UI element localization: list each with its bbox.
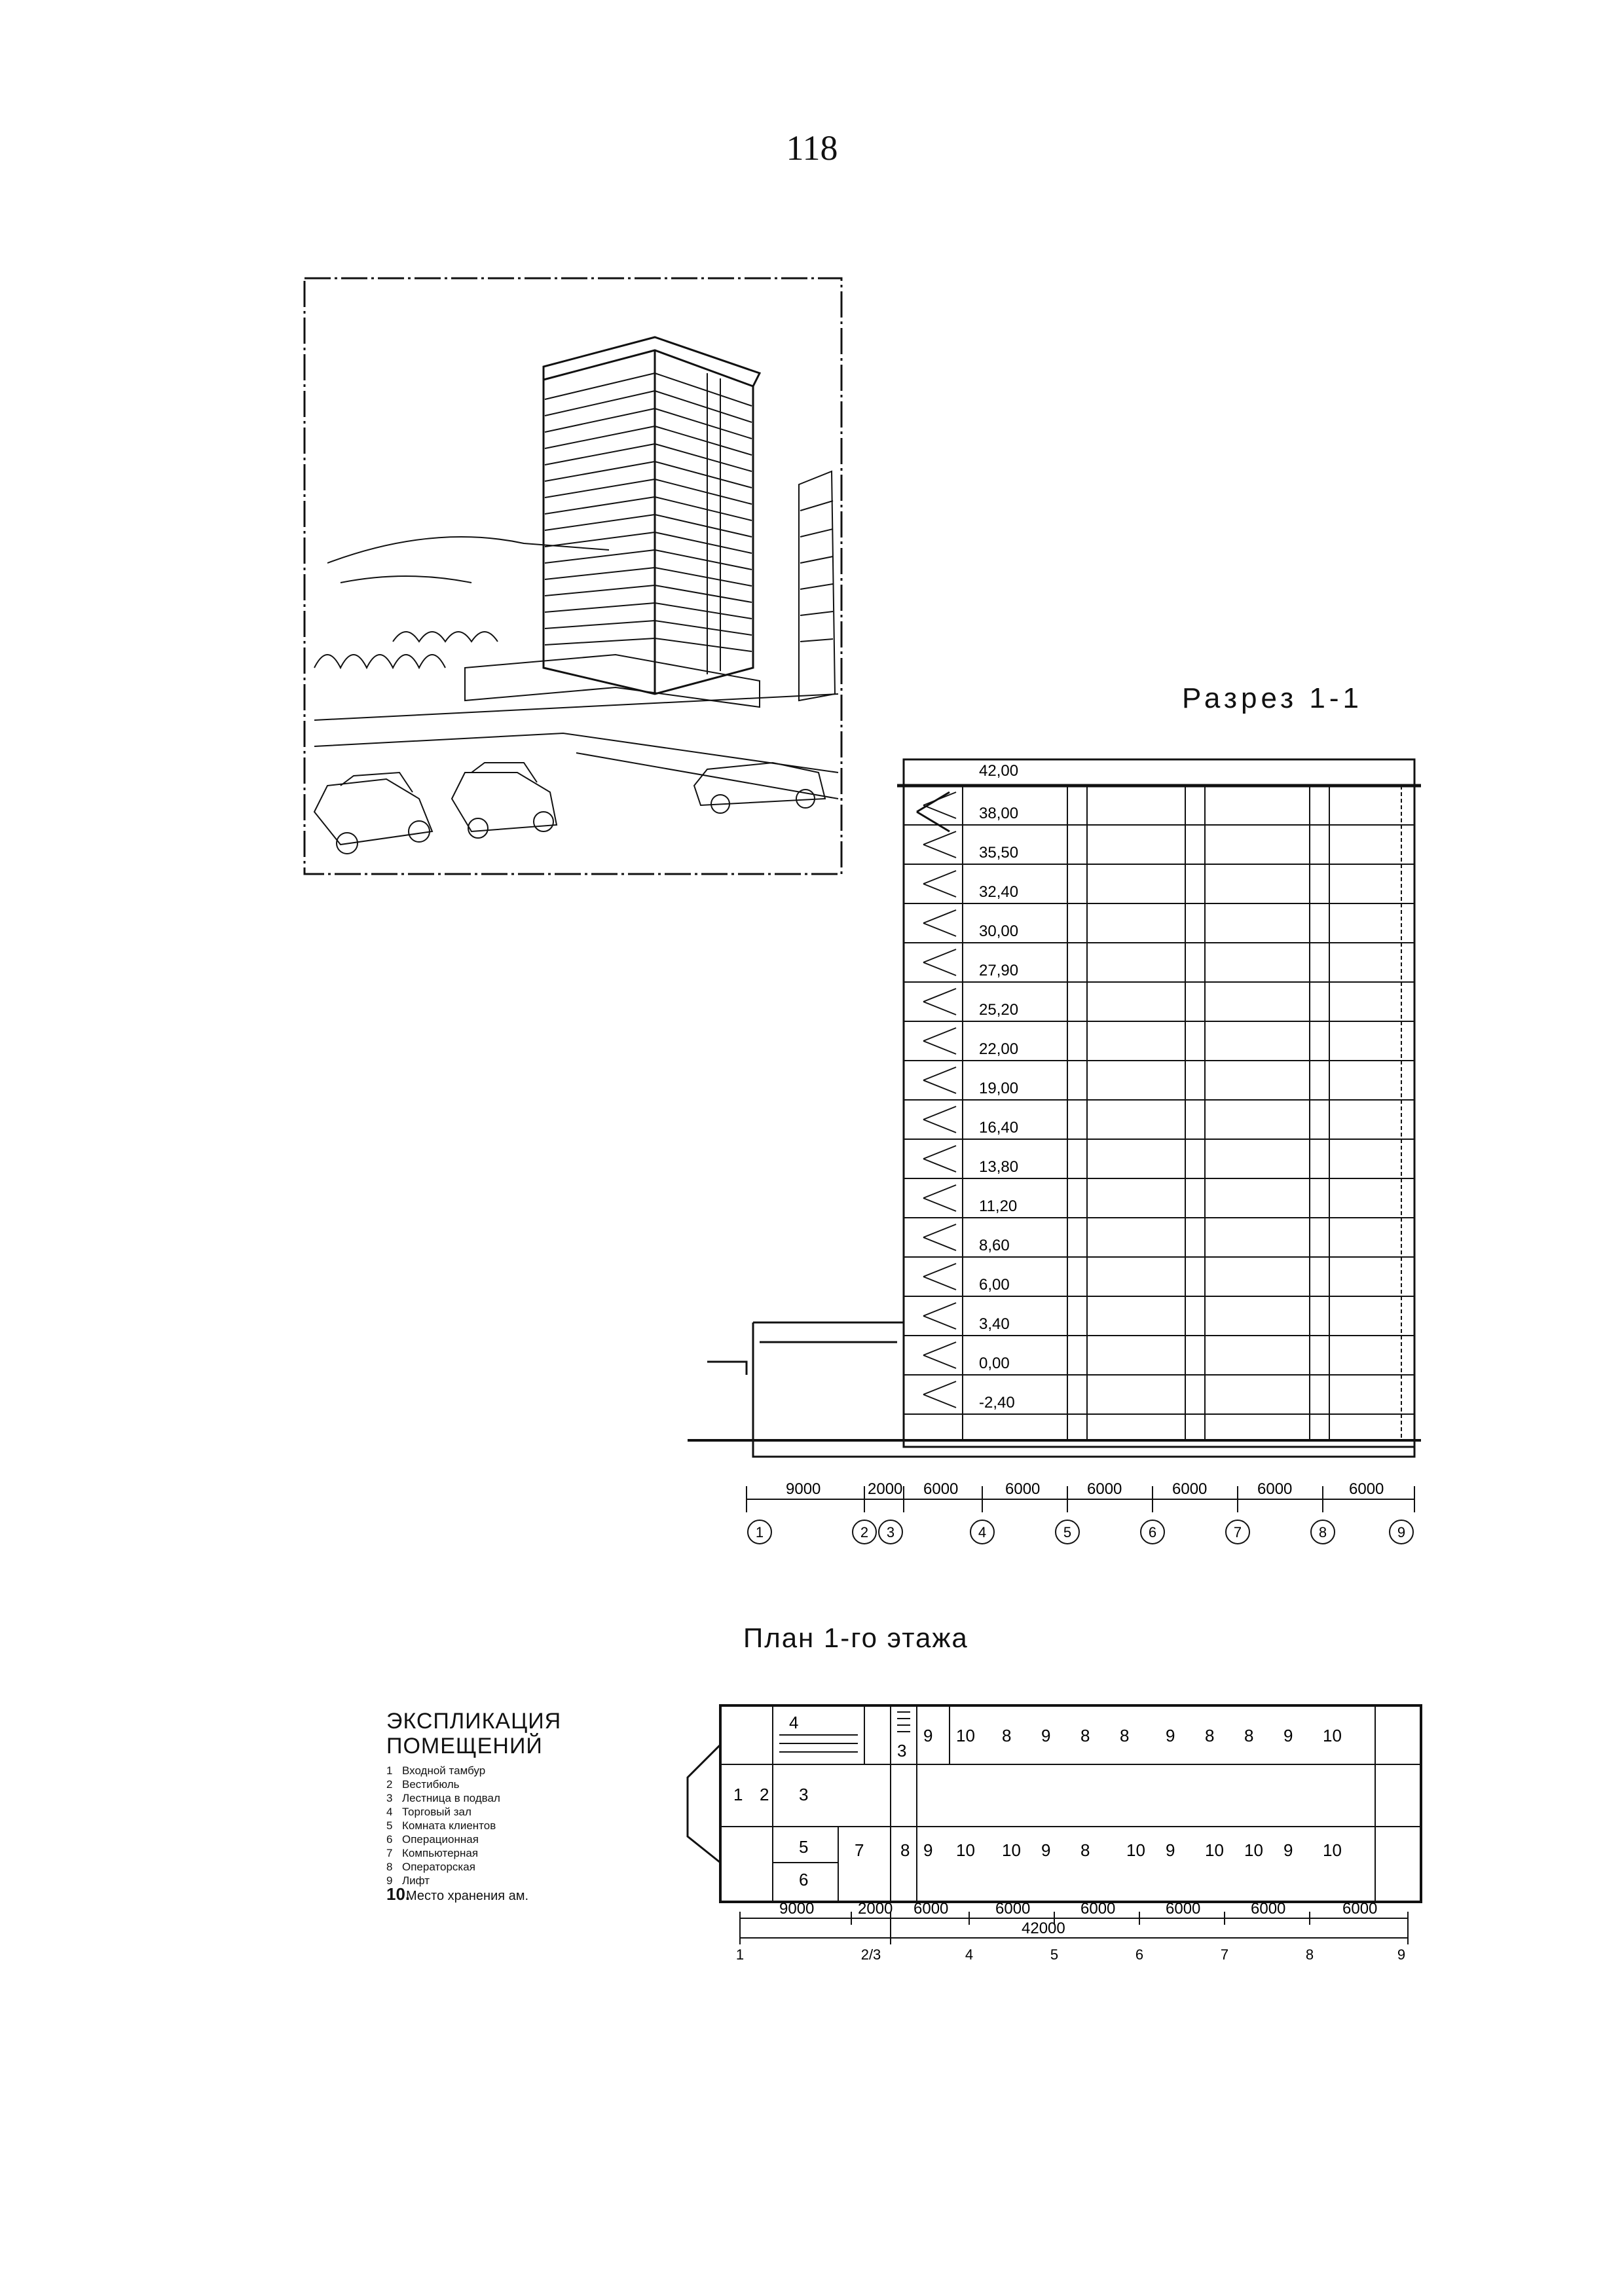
axis-label: 2/3 (860, 1946, 881, 1961)
legend-item: 10.Место хранения ам. (386, 1884, 529, 1904)
svg-text:9: 9 (1041, 1726, 1051, 1745)
legend-item: 6 Операционная (386, 1833, 479, 1846)
elevation-label: 22,00 (979, 1040, 1019, 1058)
legend-header-line2: ПОМЕЩЕНИЙ (386, 1734, 543, 1758)
legend-item: 2 Вестибюль (386, 1778, 460, 1791)
svg-text:9: 9 (1166, 1840, 1175, 1860)
axis-label: 7 (1220, 1946, 1229, 1961)
axis-label: 5 (1050, 1946, 1059, 1961)
elevation-label: -2,40 (979, 1394, 1015, 1412)
total-dimension-label: 42000 (1022, 1920, 1065, 1937)
svg-text:4: 4 (789, 1713, 799, 1732)
dimension-label: 6000 (1251, 1900, 1286, 1918)
tower-floor-lines (545, 373, 752, 674)
axis-label: 8 (1305, 1946, 1314, 1961)
elevation-label: 32,40 (979, 883, 1019, 901)
dimension-label: 6000 (1005, 1480, 1041, 1498)
axis-label: 6 (1135, 1946, 1144, 1961)
svg-text:10: 10 (1126, 1840, 1145, 1860)
axis-label: 3 (886, 1524, 895, 1540)
svg-text:1: 1 (733, 1785, 743, 1804)
svg-text:10: 10 (1323, 1726, 1342, 1745)
dimension-label: 6000 (1087, 1480, 1122, 1498)
axis-label: 4 (965, 1946, 974, 1961)
elevation-label: 38,00 (979, 805, 1019, 822)
svg-text:8: 8 (1244, 1726, 1254, 1745)
elevation-label: 35,50 (979, 844, 1019, 862)
svg-text:3: 3 (897, 1741, 907, 1760)
elevation-label: 27,90 (979, 962, 1019, 979)
page-number: 118 (786, 128, 838, 168)
svg-text:7: 7 (855, 1840, 864, 1860)
dimension-label: 6000 (1080, 1900, 1116, 1918)
svg-text:3: 3 (799, 1785, 809, 1804)
section-dimensions (786, 1480, 1384, 1498)
plan-title: План 1-го этажа (743, 1622, 969, 1653)
legend-item: 5 Комната клиентов (386, 1819, 496, 1832)
legend-item: 1 Входной тамбур (386, 1764, 486, 1777)
axis-label: 4 (978, 1524, 987, 1540)
dimension-label: 6000 (1349, 1480, 1384, 1498)
section-axis-markers (748, 1520, 1413, 1544)
section-1-1-drawing (668, 746, 1428, 1552)
room-legend (386, 1709, 602, 1903)
dimension-label: 6000 (995, 1900, 1031, 1918)
legend-item: 3 Лестница в подвал (386, 1792, 500, 1804)
svg-text:2: 2 (760, 1785, 769, 1804)
axis-label: 7 (1233, 1524, 1242, 1540)
svg-text:8: 8 (1120, 1726, 1130, 1745)
svg-text:8: 8 (1080, 1726, 1090, 1745)
elevation-label: 0,00 (979, 1355, 1010, 1372)
svg-text:10: 10 (956, 1840, 975, 1860)
svg-text:10: 10 (1205, 1840, 1224, 1860)
axis-label: 9 (1397, 1524, 1406, 1540)
svg-text:8: 8 (1080, 1840, 1090, 1860)
elevation-label: 16,40 (979, 1119, 1019, 1137)
first-floor-plan-drawing (674, 1686, 1447, 1961)
svg-text:10: 10 (1002, 1840, 1021, 1860)
dimension-label: 6000 (1166, 1900, 1201, 1918)
elevation-label: 13,80 (979, 1158, 1019, 1176)
legend-header-line1: ЭКСПЛИКАЦИЯ (386, 1709, 562, 1734)
dimension-label: 6000 (1342, 1900, 1378, 1918)
dimension-label: 9000 (779, 1900, 815, 1918)
svg-text:10: 10 (956, 1726, 975, 1745)
svg-text:9: 9 (923, 1840, 933, 1860)
dimension-label: 6000 (913, 1900, 949, 1918)
axis-label: 1 (755, 1524, 764, 1540)
elevation-label: 3,40 (979, 1315, 1010, 1333)
elevation-label: 11,20 (979, 1197, 1018, 1215)
svg-text:10: 10 (1323, 1840, 1342, 1860)
axis-label: 5 (1063, 1524, 1072, 1540)
axis-label: 2 (860, 1524, 869, 1540)
elevation-label: 30,00 (979, 922, 1019, 940)
elevation-label: 19,00 (979, 1080, 1019, 1097)
legend-item: 7 Компьютерная (386, 1847, 479, 1859)
svg-text:5: 5 (799, 1837, 809, 1857)
axis-label: 1 (735, 1946, 745, 1961)
elevation-label: 8,60 (979, 1237, 1010, 1254)
svg-text:9: 9 (1166, 1726, 1175, 1745)
svg-text:6: 6 (799, 1870, 809, 1889)
dimension-label: 6000 (923, 1480, 959, 1498)
svg-text:8: 8 (900, 1840, 910, 1860)
dimension-label: 6000 (1172, 1480, 1208, 1498)
dimension-label: 9000 (786, 1480, 821, 1498)
section-title: Разрез 1-1 (1182, 682, 1363, 714)
elevation-label: 25,20 (979, 1001, 1019, 1019)
dimension-label: 2000 (858, 1900, 893, 1918)
svg-text:9: 9 (1283, 1726, 1293, 1745)
elevation-label: 42,00 (979, 762, 1019, 780)
legend-item: 8 Операторская (386, 1861, 475, 1873)
elevation-labels (979, 762, 1018, 1412)
axis-label: 9 (1397, 1946, 1406, 1961)
axis-label: 8 (1318, 1524, 1327, 1540)
elevation-label: 6,00 (979, 1276, 1010, 1294)
dimension-label: 6000 (1257, 1480, 1293, 1498)
plan-axis-labels (736, 1946, 1405, 1961)
axis-label: 6 (1148, 1524, 1157, 1540)
svg-text:9: 9 (1041, 1840, 1051, 1860)
dimension-label: 2000 (868, 1480, 903, 1498)
legend-item: 4 Торговый зал (386, 1806, 471, 1818)
legend-list (386, 1764, 602, 1903)
svg-text:10: 10 (1244, 1840, 1263, 1860)
svg-text:9: 9 (1283, 1840, 1293, 1860)
svg-text:8: 8 (1002, 1726, 1012, 1745)
legend-item: 9 Лифт (386, 1874, 430, 1887)
svg-text:8: 8 (1205, 1726, 1215, 1745)
svg-text:9: 9 (923, 1726, 933, 1745)
